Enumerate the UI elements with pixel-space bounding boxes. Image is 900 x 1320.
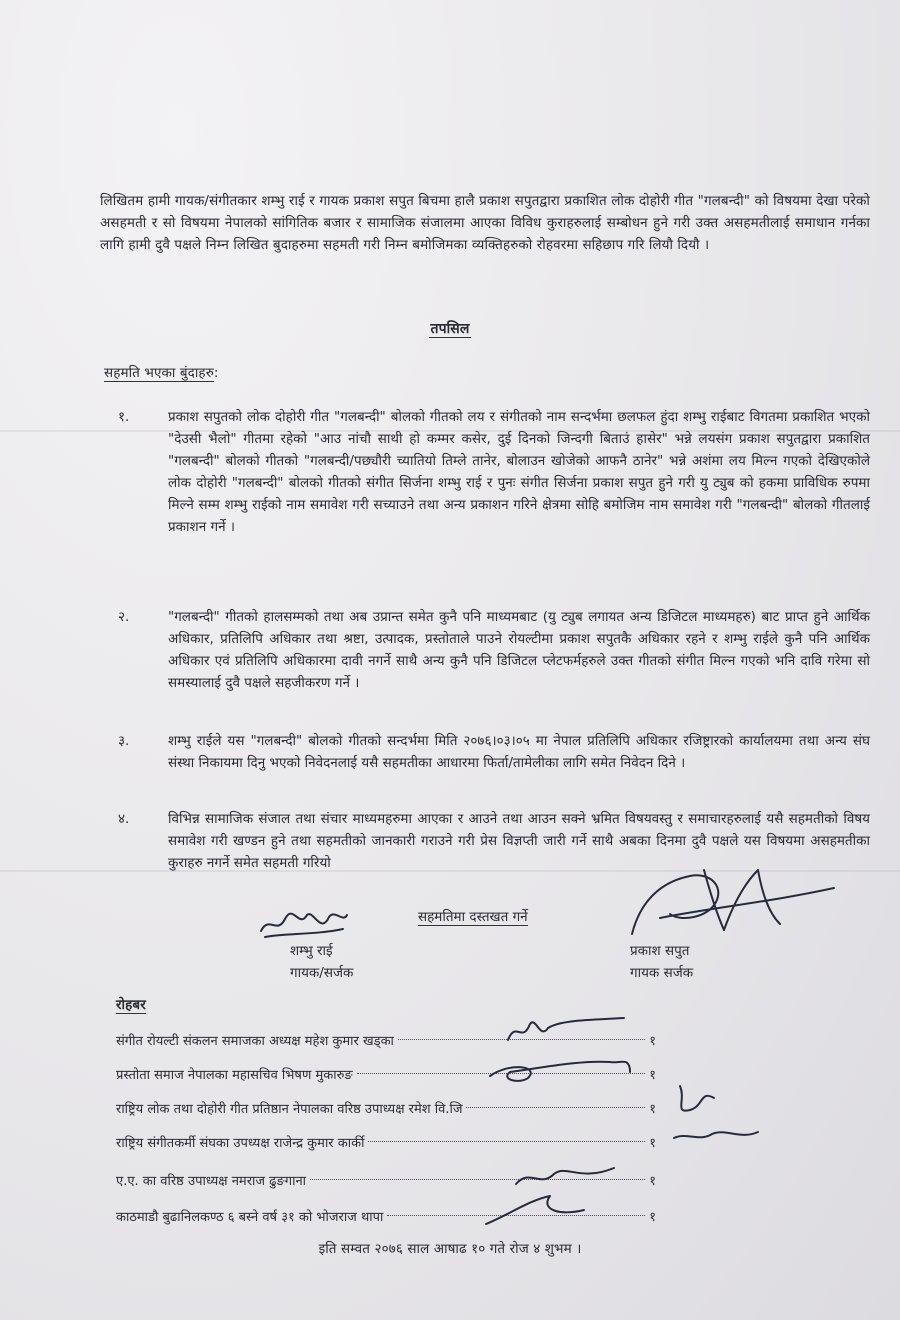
dotted-line [368,1141,645,1142]
witness-name: संगीत रोयल्टी संकलन समाजका अध्यक्ष महेश कुमार खड्का [116,1034,394,1049]
item-text: "गलबन्दी" गीतको हालसम्मको तथा अब उप्रान्त समेत कुनै पनि माध्यमबाट (यु ट्युब लगायत अन्य डिजिटल माध्यमहरु) बाट प्राप्त हुने आर्थिक अधिकार, प्रतिलिपि अधिकार तथा श्रष्टा, उत्पादक, प्रस्तोताले पाउने रोयल्टीमा प्रकाश सपुतकै अधिकार रहने र शम्भु राईले कुनै पनि आर्थिक अधिकार एवं प्रतिलिपि अधिकारमा दावी नगर्ने साथै अन्य कुनै पनि डिजिटल प्लेटफर्महरुले उक्त गीतको संगीत मिल्न गएको भनि दावि गरेमा सो समस्यालाई दुवै पक्षले सहजीकरण गर्ने । [168,609,870,691]
witness-heading: रोहबर [116,997,146,1013]
witness-number: १ [649,1210,656,1225]
section-heading: तपसिल [430,321,470,337]
closing-line: इति सम्वत २०७६ साल आषाढ १० गते रोज ४ शुभम । [318,1241,582,1257]
witness-name: प्रस्तोता समाज नेपालका महासचिव भिषण मुकारुङ [116,1068,353,1083]
witness-number: १ [649,1136,656,1151]
left-signer-role: गायक/सर्जक [290,965,354,981]
witness-signature [480,1050,640,1090]
witness-number: १ [649,1102,656,1117]
intro-paragraph: लिखितम हामी गायक/संगीतकार शम्भु राई र गायक प्रकाश सपुत बिचमा हालै प्रकाश सपुतद्वारा प्रकाशित लोक दोहोरी गीत "गलबन्दी" को विषयमा देखा परेको असहमती र सो विषयमा नेपालको सांगितिक बजार र सामाजिक संजालमा आएका विविध कुराहरुलाई सम्बोधन हुने गरी उक्त असहमतीलाई समाधान गर्नका लागि हामी दुवै पक्षले निम्न लिखित बुदाहरुमा सहमती गरी निम्न बमोजिमका व्यक्तिहरुको रोहवरमा सहिछाप गरि लियौ दियौ । [100,193,870,253]
item-number: ४. [118,811,130,827]
signature-center-label: सहमतिमा दस्तखत गर्ने [418,909,528,925]
agreement-points-heading: सहमति भएका बुंदाहरु: [104,365,219,381]
witness-signature [500,1010,630,1050]
item-number: १. [118,409,130,425]
witness-number: १ [649,1034,656,1049]
witness-number: १ [649,1174,656,1189]
item-text: शम्भु राईले यस "गलबन्दी" बोलको गीतको सन्दर्भमा मिति २०७६।०३।०५ मा नेपाल प्रतिलिपि अधिकार रजिष्ट्रारको कार्यालयमा तथा अन्य संघ संस्था निकायमा दिनु भएको निवेदनलाई यसै सहमतीका आधारमा फिर्ता/तामेलीका लागि समेत निवेदन दिने । [168,733,870,771]
right-signer-role: गायक सर्जक [630,965,694,981]
item-number: २. [118,609,130,625]
witness-signature [510,1158,620,1194]
witness-name: ए.ए. का वरिष्ठ उपाध्यक्ष नमराज ढुङगाना [116,1174,307,1189]
signature-left [255,905,355,945]
item-number: ३. [118,733,130,749]
witness-signature [480,1190,590,1230]
left-signer-name: शम्भु राई [290,943,333,959]
witness-row [116,1098,656,1122]
witness-name: राष्ट्रिय लोक तथा दोहोरी गीत प्रतिष्ठान नेपालका वरिष्ठ उपाध्यक्ष रमेश वि.जि [116,1102,463,1117]
right-signer-name: प्रकाश सपुत [630,943,690,959]
item-text: विभिन्न सामाजिक संजाल तथा संचार माध्यमहरुमा आएका र आउने तथा आउन सक्ने भ्रमित विषयवस्तु र समाचारहरुलाई यसै सहमतीको विषय समावेश गरी खण्डन हुने तथा सहमतीको जानकारी गराउने गरी प्रेस विज्ञप्ती जारी गर्ने साथै अबका दिनमा दुवै पक्षले यस विषयमा असहमतीका कुराहरु नगर्ने समेत सहमती गरियो [168,811,870,871]
witness-name: राष्ट्रिय संगीतकर्मी संघका उपध्यक्ष राजेन्द्र कुमार कार्की [116,1136,365,1151]
witness-name: काठमाडौ बुढानिलकण्ठ ६ बस्ने वर्ष ३१ को भोजराज थापा [116,1210,384,1225]
witness-signature [660,1070,770,1160]
item-text: प्रकाश सपुतको लोक दोहोरी गीत "गलबन्दी" बोलको गीतको लय र संगीतको नाम सन्दर्भमा छलफल हुंदा शम्भु राईबाट विगतमा प्रकाशित भएको "देउसी भैलो" गीतमा रहेको "आउ नांचौ साथी हो कम्मर कसेर, दुई दिनको जिन्दगी बिताउं हासेर" भन्ने लयसंग प्रकाश सपुतद्वारा प्रकाशित "गलबन्दी" बोलको गीतको "गलबन्दी/पछ्यौरी च्यातियो तिम्ले तानेर, बोलाउन खोजेको आफनै ठानेर" भन्ने अशंमा लय मिल्न गएको देखिएकोले लोक दोहोरी "गलबन्दी" बोलको गीतको संगीत सिर्जना शम्भु राई र पुनः संगीत सिर्जना प्रकाश सपुत हुने गरी यु ट्युब को हकमा प्राविधिक रुपमा मिल्ने सम्म शम्भु राईको नाम समावेश गरी सच्याउने तथा अन्य प्रकाशन गरिने क्षेत्रमा सोहि बमोजिम नाम समावेश गरी "गलबन्दी" बोलको गीतलाई प्रकाशन गर्ने । [168,409,870,535]
dotted-line [466,1107,645,1108]
signature-right [620,862,840,942]
witness-number: १ [649,1068,656,1083]
witness-row [116,1132,656,1156]
